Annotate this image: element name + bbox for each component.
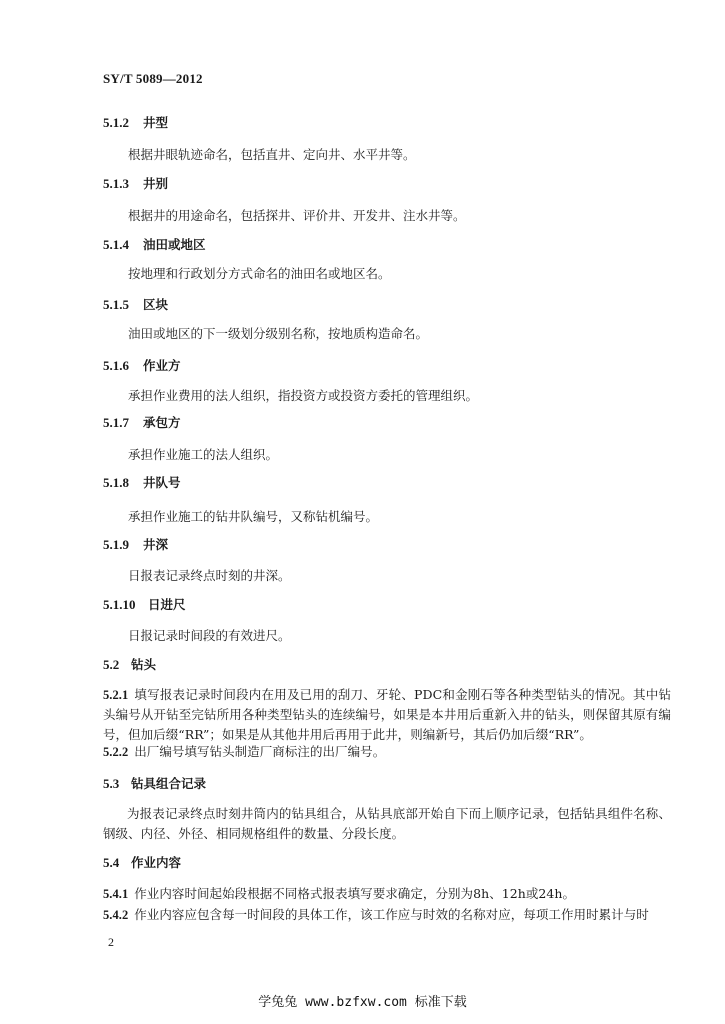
heading-5-1-7: 5.1.7 承包方	[103, 415, 181, 430]
text-5-1-10: 日报记录时间段的有效进尺。	[128, 628, 291, 643]
document-code: SY/T 5089—2012	[103, 71, 203, 86]
heading-5-1-3: 5.1.3 井别	[103, 176, 169, 191]
paragraph-5-2-2: 5.2.2 出厂编号填写钻头制造厂商标注的出厂编号。	[103, 744, 386, 759]
paragraph-5-2-1: 5.2.1 填写报表记录时间段内在用及已用的刮刀、牙轮、PDC和金刚石等各种类型钻头的情况。其中钻头编号从开钻至完钻所用各种类型钻头的连续编号，如果是本井用后重新入井的钻头，则保留其原有编号，但加后缀“RR”；如果是从其他井用后再用于此井，则编新号，其后仍加后缀“RR”。	[103, 687, 671, 742]
text-5-1-6: 承担作业费用的法人组织，指投资方或投资方委托的管理组织。	[128, 388, 479, 403]
heading-5-4: 5.4 作业内容	[103, 855, 182, 870]
text-5-1-3: 根据井的用途命名，包括探井、评价井、开发井、注水井等。	[128, 208, 466, 223]
paragraph-5-3: 为报表记录终点时刻井筒内的钻具组合，从钻具底部开始自下而上顺序记录，包括钻具组件名称、钢级、内径、外径、相同规格组件的数量、分段长度。	[103, 806, 671, 841]
text-5-1-7: 承担作业施工的法人组织。	[128, 447, 279, 462]
heading-5-1-2: 5.1.2 井型	[103, 115, 169, 130]
text-5-1-8: 承担作业施工的钻井队编号，又称钻机编号。	[128, 509, 379, 524]
heading-5-1-8: 5.1.8 井队号	[103, 475, 181, 490]
heading-5-1-5: 5.1.5 区块	[103, 297, 169, 312]
heading-5-1-6: 5.1.6 作业方	[103, 358, 181, 373]
text-5-1-5: 油田或地区的下一级划分级别名称，按地质构造命名。	[128, 326, 429, 341]
page-number: 2	[108, 935, 114, 949]
text-5-1-2: 根据井眼轨迹命名，包括直井、定向井、水平井等。	[128, 147, 416, 162]
paragraph-5-4-2: 5.4.2 作业内容应包含每一时间段的具体工作，该工作应与时效的名称对应，每项工作用时累计与时	[103, 907, 649, 922]
heading-5-1-4: 5.1.4 油田或地区	[103, 237, 206, 252]
heading-5-1-10: 5.1.10 日进尺	[103, 597, 186, 612]
heading-5-1-9: 5.1.9 井深	[103, 537, 169, 552]
paragraph-5-4-1: 5.4.1 作业内容时间起始段根据不同格式报表填写要求确定，分别为8h、12h或24h。	[103, 886, 576, 901]
watermark-footer: 学兔兔 www.bzfxw.com 标准下载	[258, 995, 467, 1010]
heading-5-2: 5.2 钻头	[103, 657, 157, 672]
text-5-1-9: 日报表记录终点时刻的井深。	[128, 568, 291, 583]
heading-5-3: 5.3 钻具组合记录	[103, 776, 207, 791]
text-5-1-4: 按地理和行政划分方式命名的油田名或地区名。	[128, 266, 391, 281]
